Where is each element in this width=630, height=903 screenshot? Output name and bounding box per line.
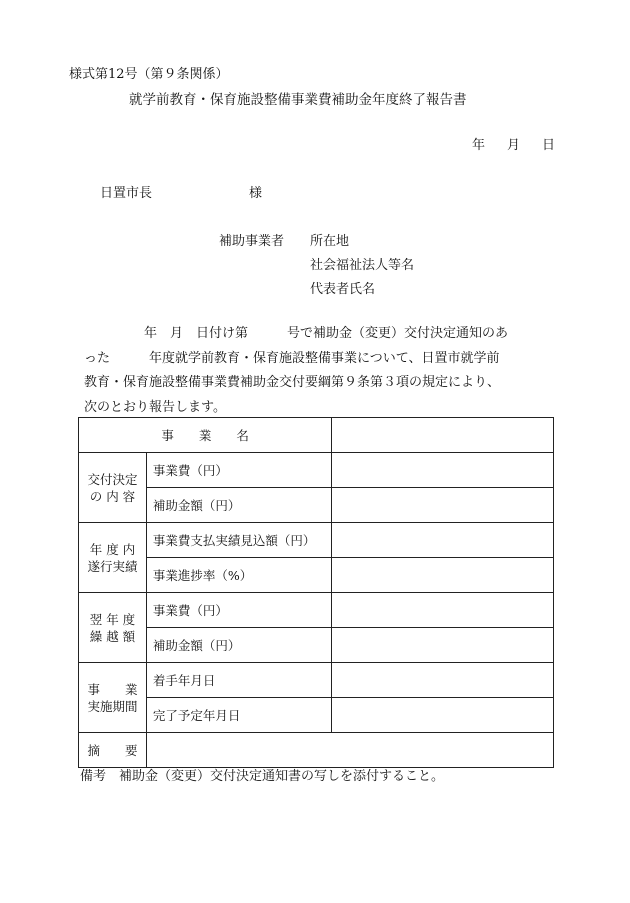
table-row	[79, 628, 554, 663]
group-label: 事 業 実施期間	[87, 681, 138, 714]
group-label: 交付決定 の 内 容	[87, 471, 138, 504]
table-row	[79, 698, 554, 733]
table-row	[79, 663, 554, 698]
item-value[interactable]	[332, 698, 554, 733]
item-label: 事業費（円）	[146, 453, 331, 488]
item-label: 補助金額（円）	[146, 488, 331, 523]
item-label: 着手年月日	[146, 663, 331, 698]
item-label: 補助金額（円）	[146, 628, 331, 663]
remarks-note: 備考 補助金（変更）交付決定通知書の写しを添付すること。	[80, 769, 445, 784]
addressee-name: 日置市長	[100, 186, 153, 201]
date-month: 月	[507, 138, 521, 153]
item-value[interactable]	[332, 523, 554, 558]
body-line: 年 月 日付け第 号で補助金（変更）交付決定通知のあ	[144, 326, 509, 341]
addressee-suffix: 様	[249, 186, 263, 201]
group-in-year-results	[79, 523, 147, 593]
group-project-period	[79, 663, 147, 733]
table-row	[79, 418, 554, 453]
table-row	[79, 523, 554, 558]
item-value[interactable]	[332, 558, 554, 593]
item-value[interactable]	[332, 628, 554, 663]
item-label: 事業進捗率（%）	[146, 558, 331, 593]
body-paragraph	[84, 322, 566, 420]
item-value[interactable]	[332, 488, 554, 523]
report-table	[78, 417, 554, 768]
applicant-org-name-label: 社会福祉法人等名	[310, 258, 415, 273]
group-label: 年 度 内 遂行実績	[87, 541, 138, 574]
item-value[interactable]	[332, 593, 554, 628]
applicant-representative-label: 代表者氏名	[310, 282, 376, 297]
date-line	[472, 137, 555, 155]
table-row	[79, 488, 554, 523]
body-line: 次のとおり報告します。	[84, 399, 226, 415]
body-line: 教育・保育施設整備事業費補助金交付要綱第９条第３項の規定により、	[84, 375, 501, 390]
project-name-value[interactable]	[332, 418, 554, 453]
item-label: 完了予定年月日	[146, 698, 331, 733]
table-row	[79, 733, 554, 768]
item-label: 事業費支払実績見込額（円）	[146, 523, 331, 558]
group-grant-decision	[79, 453, 147, 523]
table-row	[79, 558, 554, 593]
table-row	[79, 453, 554, 488]
form-number: 様式第12号（第９条関係）	[69, 67, 229, 82]
date-day: 日	[542, 138, 556, 153]
date-year: 年	[472, 138, 486, 153]
summary-value[interactable]	[146, 733, 553, 768]
group-label: 翌 年 度 繰 越 額	[89, 611, 136, 644]
body-line: った 年度就学前教育・保育施設整備事業について、日置市就学前	[84, 350, 500, 366]
applicant-label: 補助事業者	[219, 234, 285, 249]
applicant-address-label: 所在地	[310, 234, 350, 249]
table-row	[79, 593, 554, 628]
document-title: 就学前教育・保育施設整備事業費補助金年度終了報告書	[129, 92, 467, 108]
project-name-header: 事 業 名	[79, 418, 332, 453]
group-carryover	[79, 593, 147, 663]
summary-label: 摘 要	[79, 733, 147, 768]
item-value[interactable]	[332, 453, 554, 488]
item-label: 事業費（円）	[146, 593, 331, 628]
item-value[interactable]	[332, 663, 554, 698]
